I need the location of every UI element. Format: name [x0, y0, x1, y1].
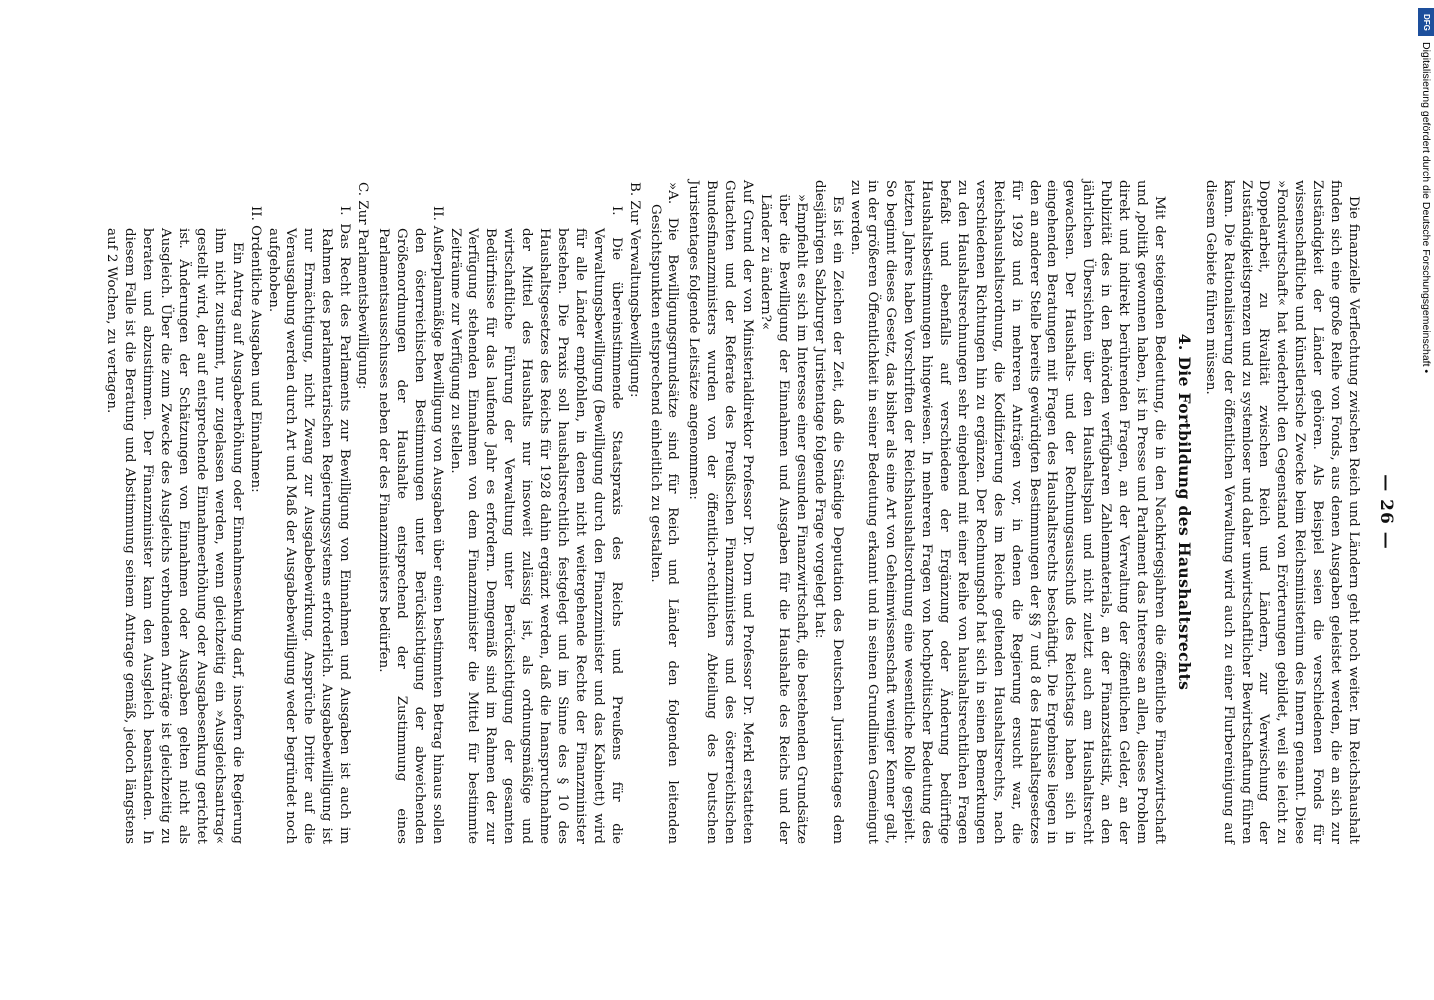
- list-item-a: »A. Die Bewilligungsgrundsätze sind für Reich und Länder den folgenden leitenden Gesichtspunkten entsprechend einheitlich zu gestalten.: [647, 182, 681, 844]
- digitization-sidebar: [1418, 8, 1434, 608]
- list-item-c2: II. Ordentliche Ausgaben und Einnahmen:: [247, 206, 263, 493]
- paragraph-4: Auf Grund der von Ministerialdirektor Professor Dr. Dorn und Professor Dr. Merkl erstatteten Gutachten und der Referate des Preußischen Finanzministers und des österreichischen Bundesfinanzministers wurden von der öffentlich-rechtlichen Abteilung des Deutschen Juristentages folgende Leitsätze angenommen:: [686, 180, 756, 844]
- list-item-c1: I. Das Recht des Parlaments zur Bewilligung von Einnahmen und Ausgaben ist auch im Rahmen des parlamentarischen Regierungssystems erforderlich. Ausgabebewilligung ist nur Ermächtigung, nicht Zwang zur Ausgabebewirkung. Ansprüche Dritter auf die Verausgabung werden durch Art und Maß der Ausgabebewilligung weder begründet noch aufgehoben.: [265, 206, 353, 844]
- list-item-c2-text: Ein Antrag auf Ausgabeerhöhung oder Einnahmesenkung darf, insofern die Regierung ihm nicht zustimmt, nur zugelassen werden, wenn gleichzeitig ein »Ausgleichsantrag« gestellt wird, der auf entsprechende Einnahmeerhöhung oder Ausgabesenkung gerichtet ist. Änderungen der Schätzungen von Einnahmen oder Ausgaben gelten nicht als Ausgleich. Über die zum Zwecke des Ausgleichs verbundenen Anträge ist gleichzeitig zu beraten und abzustimmen. Der Finanzminister kann den Ausgleich beanstanden. In diesem Falle ist die Beratung und Abstimmung seinem Antrage gemäß, jedoch längstens auf 2 Wochen, zu vertagen.: [104, 228, 245, 844]
- list-item-b2: II. Außerplanmäßige Bewilligung von Ausgaben über einen bestimmten Betrag hinaus sollen den österreichischen Bestimmungen unter Berücksichtigung der abweichenden Größenordnungen der Haushalte entsprechend der Zustimmung eines Parlamentsausschusses neben der des Finanzministers bedürfen.: [375, 206, 445, 844]
- list-item-b1: I. Die übereinstimmende Staatspraxis des Reichs und Preußens für die Verwaltungsbewilligung (Bewilligung durch den Finanzminister und das Kabinett) wird für alle Länder empfohlen, in denen nicht weitergehende Rechte der Finanzminister bestehen. Die Praxis soll haushaltsrechtlich festgelegt und im Sinne des § 10 des Haushaltsgesetzes des Reichs für 1928 dahin ergänzt werden, daß die Inanspruchnahme der Mittel des Haushalts nur insoweit zulässig ist, als ordnungsmäßige und wirtschaftliche Führung der Verwaltung unter Berücksichtigung der gesamten Bedürfnisse für das laufende Jahr es erfordern. Demgemäß sind im Rahmen der zur Verfügung stehenden Einnahmen von dem Finanzminister die Mittel für bestimmte Zeiträume zur Verfügung zu stellen.: [447, 206, 624, 844]
- document-body: [102, 180, 1362, 844]
- quoted-question: »Empfiehlt es sich im Interesse einer gesunden Finanzwirtschaft, die bestehenden Grundsätze über die Bewilligung der Einnahmen und Ausgaben für die Haushalte des Reichs und der Länder zu ändern?«: [758, 194, 809, 844]
- list-item-c: C. Zur Parlamentsbewilligung:: [355, 182, 371, 390]
- paragraph-2: Mit der steigenden Bedeutung, die in den Nachkriegsjahren die öffentliche Finanzwirtschaft und ,politik gewonnen haben, ist in Presse und Parlament das Interesse an allen, dieses Problem direkt und indirekt berührenden Fragen, an der Verwaltung der öffentlichen Gelder, an der Publizität des in den Behörden verfügbaren Zahlenmaterials, an der Finanzstatistik, an den jährlichen Übersichten über den Haushaltsplan und nicht zuletzt auch am Haushaltsrecht gewachsen. Der Haushalts- und der Rechnungsausschuß des Reichstags haben sich in eingehenden Beratungen mit Fragen des Haushaltsrechts beschäftigt. Die Ergebnisse liegen in den an anderer Stelle bereits gewürdigten Bestimmungen der §§ 7 und 8 des Haushaltsgesetzes für 1928 und in mehreren Anträgen vor, in denen die Regierung ersucht war, die Reichshaushaltsordnung, die Kodifizierung des im Reiche geltenden Haushaltsrechts, nach verschiedenen Richtungen hin zu ergänzen. Der Rechnungshof hat sich in seinen Bemerkungen zu den Haushaltsrechnungen sehr eingehend mit einer Reihe von haushaltsrechtlichen Fragen befaßt und ebenfalls auf verschiedene der Ergänzung oder Änderung bedürftige Haushaltsbestimmungen hingewiesen. In mehreren Fragen von hochpolitischer Bedeutung des letzten Jahres haben Vorschriften der Reichshaushaltsordnung eine wesentliche Rolle gespielt. So beginnt dieses Gesetz, das bisher als eine Art von Geheimwissenschaft weniger Kenner galt, in der größeren Öffentlichkeit in seiner Bedeutung erkannt und in seinen Grundlinien Gemeingut zu werden.: [847, 180, 1167, 844]
- digitization-note: Digitalisierung gefördert durch die Deutsche Forschungsgemeinschaft •: [1420, 42, 1432, 374]
- section-heading: 4. Die Fortbildung des Haushaltsrechts: [1174, 333, 1194, 691]
- dfg-logo: DFG: [1418, 8, 1434, 36]
- intro-paragraph: Die finanzielle Verflechtung zwischen Reich und Ländern geht noch weiter. Im Reichshaushalt finden sich eine große Reihe von Fonds, aus denen Ausgaben geleistet werden, die an sich zur Zuständigkeit der Länder gehören. Als Beispiel seien die verschiedenen Fonds für wissenschaftliche und künstlerische Zwecke beim Reichsministerium des Innern genannt. Diese »Fondswirtschaft« hat wiederholt den Gegenstand von Erörterungen gebildet, weil sie leicht zu Doppelarbeit, zu Rivalität zwischen Reich und Ländern, zur Verwischung der Zuständigkeitsgrenzen und zu systemloser und daher unwirtschaftlicher Bewirtschaftung führen kann. Die Rationalisierung der öffentlichen Verwaltung wird auch zu einer Flurbereinigung auf diesem Gebiete führen müssen.: [1202, 180, 1361, 844]
- list-item-b: B. Zur Verwaltungsbewilligung:: [626, 182, 642, 398]
- paragraph-3: Es ist ein Zeichen der Zeit, daß die Ständige Deputation des Deutschen Juristentages dem diesjährigen Salzburger Juristentage folgende Frage vorgelegt hat:: [811, 180, 845, 844]
- page-number: — 26 —: [1376, 474, 1396, 550]
